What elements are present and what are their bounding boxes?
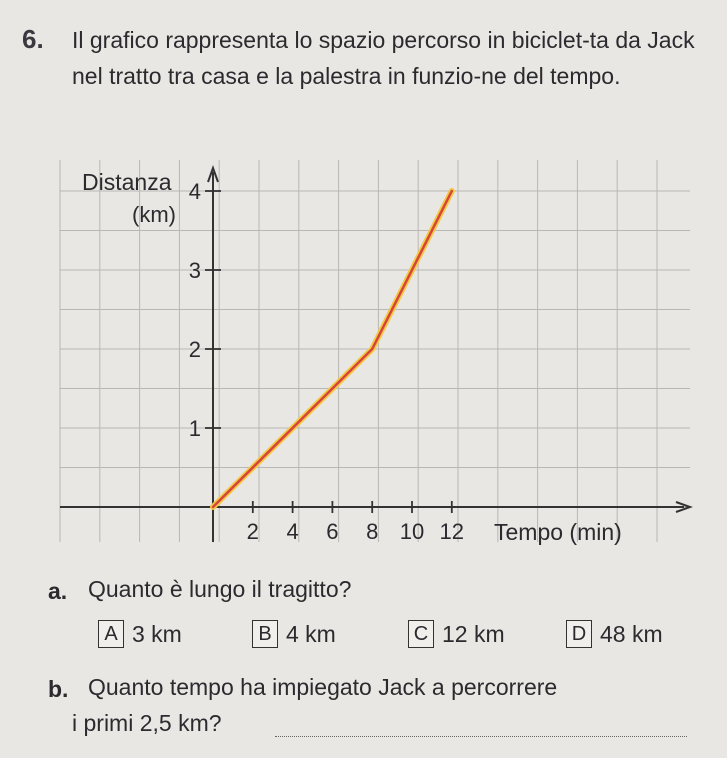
distance-time-chart: [0, 150, 727, 560]
option-d-text: 48 km: [600, 620, 663, 647]
problem-text: Il grafico rappresenta lo spazio percorso in biciclet-ta da Jack nel tratto tra casa e la palestra in funzio-ne del tempo.: [72, 27, 695, 89]
question-a-text: Quanto è lungo il tragitto?: [88, 576, 352, 602]
option-c[interactable]: [408, 620, 505, 648]
x-tick-label: 2: [246, 519, 259, 544]
y-tick-label: 4: [188, 179, 201, 204]
question-b-text-line1: Quanto tempo ha impiegato Jack a percorrere: [88, 674, 558, 700]
option-b-text: 4 km: [286, 620, 336, 647]
option-a-text: 3 km: [132, 620, 182, 647]
option-d-letter: D: [566, 620, 592, 648]
question-a-label: a.: [48, 578, 68, 604]
x-tick-label: 4: [286, 519, 299, 544]
option-b-letter: B: [252, 620, 278, 648]
x-tick-label: 10: [399, 519, 425, 544]
y-tick-label: 1: [188, 416, 201, 441]
y-tick-label: 3: [188, 258, 201, 283]
option-a[interactable]: [98, 620, 182, 648]
y-axis-label-line2: (km): [132, 202, 176, 227]
option-c-text: 12 km: [442, 620, 505, 647]
y-tick-label: 2: [188, 337, 201, 362]
x-tick-label: 12: [439, 519, 465, 544]
problem-number: 6.: [22, 24, 44, 54]
answer-line[interactable]: [275, 735, 687, 737]
option-c-letter: C: [408, 620, 434, 648]
option-a-letter: A: [98, 620, 124, 648]
question-b-text-line2: i primi 2,5 km?: [72, 710, 222, 736]
option-b[interactable]: [252, 620, 336, 648]
option-d[interactable]: [566, 620, 663, 648]
y-axis-label-line1: Distanza: [82, 169, 172, 195]
x-axis-label: Tempo (min): [494, 519, 622, 545]
question-b-label: b.: [48, 676, 69, 702]
x-tick-label: 6: [326, 519, 339, 544]
x-tick-label: 8: [366, 519, 379, 544]
